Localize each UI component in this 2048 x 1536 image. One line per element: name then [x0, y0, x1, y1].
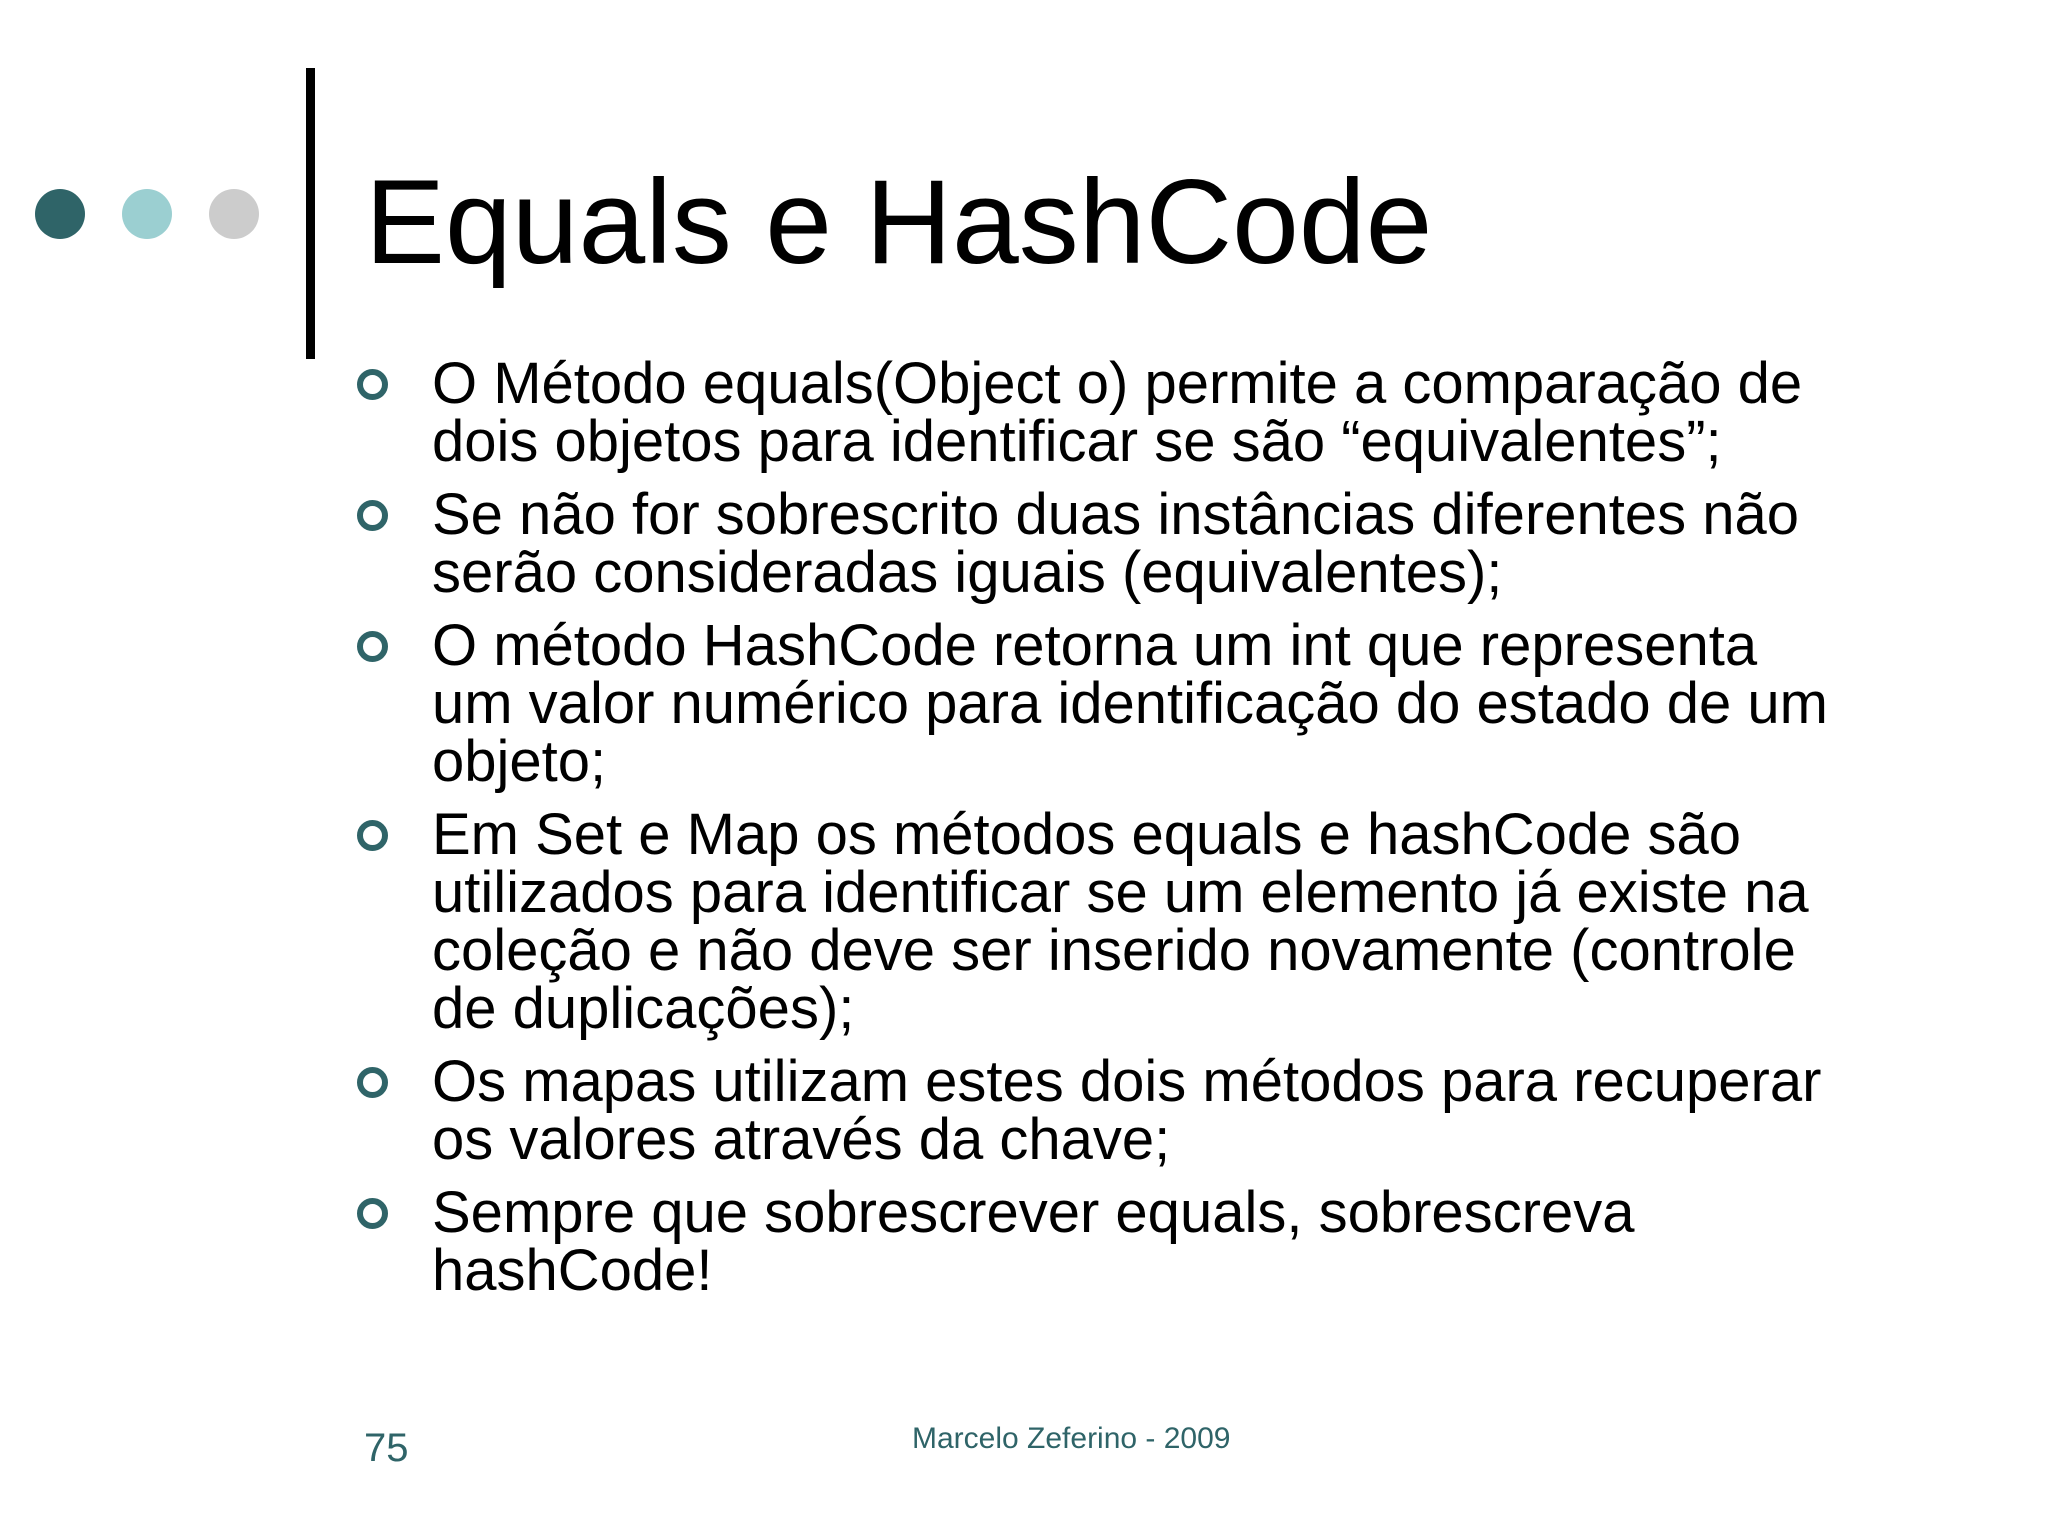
hollow-circle-bullet-icon: [357, 369, 388, 400]
bullet-list: [355, 351, 1915, 1315]
title-divider: [306, 68, 315, 359]
bullet-text-line: utilizados para identificar se um elemento já existe na: [432, 860, 1809, 925]
bullet-text-line: objeto;: [432, 729, 607, 794]
hollow-circle-bullet-icon: [357, 500, 388, 531]
bullet-text-line: os valores através da chave;: [432, 1107, 1171, 1172]
footer-author: Marcelo Zeferino - 2009: [912, 1422, 1231, 1455]
bullet-text-line: Em Set e Map os métodos equals e hashCode são: [432, 802, 1741, 867]
bullet-item: [355, 351, 1915, 474]
bullet-item: [355, 1049, 1915, 1172]
decorative-dot-light-icon: [122, 189, 172, 239]
hollow-circle-bullet-icon: [357, 1198, 388, 1229]
bullet-text-line: hashCode!: [432, 1238, 713, 1303]
bullet-text-line: coleção e não deve ser inserido novamente (controle: [432, 918, 1796, 983]
bullet-text-line: um valor numérico para identificação do estado de um: [432, 671, 1828, 736]
decorative-dot-dark-icon: [35, 189, 85, 239]
bullet-text-line: O Método equals(Object o) permite a comparação de: [432, 351, 1803, 416]
bullet-text-line: Se não for sobrescrito duas instâncias diferentes não: [432, 482, 1800, 547]
bullet-text-line: dois objetos para identificar se são “equivalentes”;: [432, 409, 1722, 474]
bullet-text-line: serão consideradas iguais (equivalentes);: [432, 540, 1503, 605]
slide-title: Equals e HashCode: [365, 155, 1433, 289]
decorative-dot-gray-icon: [209, 189, 259, 239]
bullet-text-line: de duplicações);: [432, 976, 855, 1041]
hollow-circle-bullet-icon: [357, 820, 388, 851]
bullet-item: [355, 802, 1915, 1041]
slide-number: 75: [364, 1426, 409, 1470]
bullet-text-line: Sempre que sobrescrever equals, sobrescreva: [432, 1180, 1635, 1245]
bullet-item: [355, 1180, 1915, 1303]
bullet-text-line: O método HashCode retorna um int que representa: [432, 613, 1758, 678]
bullet-item: [355, 613, 1915, 794]
hollow-circle-bullet-icon: [357, 1067, 388, 1098]
bullet-item: [355, 482, 1915, 605]
hollow-circle-bullet-icon: [357, 631, 388, 662]
bullet-text-line: Os mapas utilizam estes dois métodos para recuperar: [432, 1049, 1822, 1114]
